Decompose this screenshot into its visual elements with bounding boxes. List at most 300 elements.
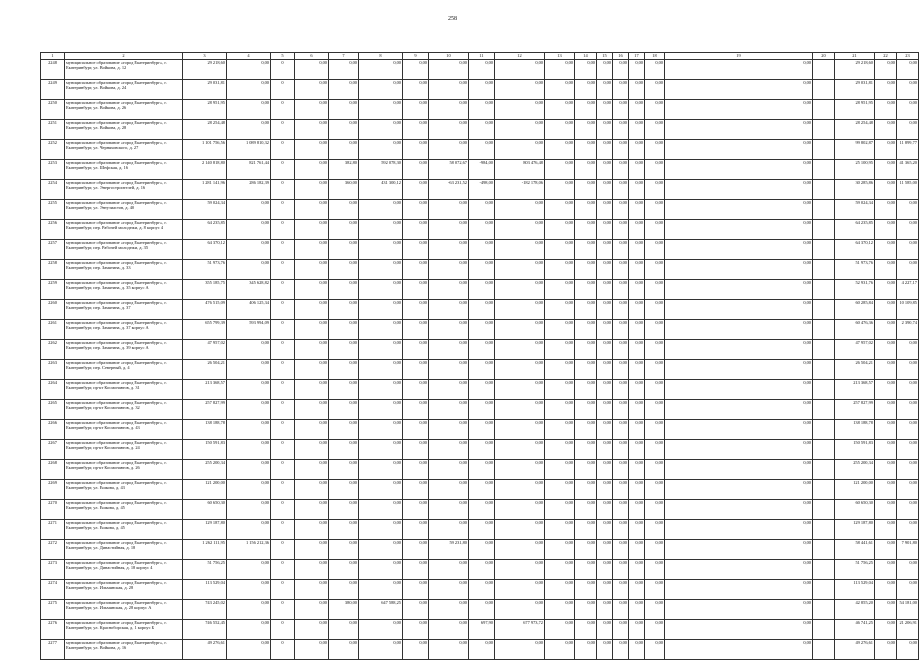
value-cell: 51 756,25 bbox=[183, 560, 227, 580]
value-cell: 150 591,83 bbox=[835, 440, 875, 460]
value-cell: 121 200,00 bbox=[183, 480, 227, 500]
value-cell: 0,00 bbox=[295, 480, 329, 500]
row-number: 2248 bbox=[41, 60, 65, 80]
value-cell: 0,00 bbox=[613, 500, 629, 520]
value-cell: 129 187,80 bbox=[183, 520, 227, 540]
address-cell: муниципальное образование «город Екатеринбург», г. Екатеринбург, ул. Ешкова, д. 45 bbox=[65, 500, 183, 520]
value-cell: 0,00 bbox=[403, 120, 429, 140]
value-cell: 0,00 bbox=[295, 160, 329, 180]
value-cell: 25 100,95 bbox=[835, 160, 875, 180]
value-cell: 0,00 bbox=[629, 400, 645, 420]
value-cell: 0,00 bbox=[645, 160, 665, 180]
value-cell: 0,00 bbox=[469, 640, 495, 660]
value-cell: 0 bbox=[271, 560, 295, 580]
address-cell: муниципальное образование «город Екатеринбург», г. Екатеринбург, пер. Замятина, д. 37 корпус А bbox=[65, 320, 183, 340]
value-cell: 0,00 bbox=[875, 560, 897, 580]
column-number: 8 bbox=[359, 53, 403, 60]
value-cell: 0,00 bbox=[645, 120, 665, 140]
value-cell: 0,00 bbox=[875, 600, 897, 620]
value-cell: 0,00 bbox=[227, 640, 271, 660]
value-cell: 52 931,76 bbox=[835, 280, 875, 300]
value-cell: 0 bbox=[271, 240, 295, 260]
address-cell: муниципальное образование «город Екатеринбург», г. Екатеринбург, ул. Войкова, д. 26 bbox=[65, 100, 183, 120]
table-row bbox=[41, 160, 919, 180]
value-cell: 0,00 bbox=[495, 480, 545, 500]
value-cell: 0,00 bbox=[645, 440, 665, 460]
value-cell: 0,00 bbox=[403, 560, 429, 580]
value-cell: 0,00 bbox=[575, 620, 597, 640]
value-cell: 0,00 bbox=[597, 440, 613, 460]
value-cell: 0,00 bbox=[359, 380, 403, 400]
value-cell: 0,00 bbox=[403, 640, 429, 660]
value-cell: 0,00 bbox=[469, 320, 495, 340]
blank-cell bbox=[813, 560, 835, 580]
value-cell: 0,00 bbox=[227, 560, 271, 580]
value-cell: 0,00 bbox=[629, 560, 645, 580]
value-cell: 0,00 bbox=[629, 280, 645, 300]
value-cell: 0,00 bbox=[359, 640, 403, 660]
value-cell: 0,00 bbox=[613, 120, 629, 140]
blank-cell bbox=[813, 520, 835, 540]
column-number-row bbox=[41, 53, 919, 60]
value-cell: -63 231,52 bbox=[429, 180, 469, 200]
value-cell: 150 591,83 bbox=[183, 440, 227, 460]
value-cell: 0,00 bbox=[575, 260, 597, 280]
value-cell: 0,00 bbox=[875, 260, 897, 280]
value-cell: 0 bbox=[271, 280, 295, 300]
row-number: 2263 bbox=[41, 360, 65, 380]
row-number: 2253 bbox=[41, 160, 65, 180]
value-cell: 0 bbox=[271, 300, 295, 320]
address-cell: муниципальное образование «город Екатеринбург», г. Екатеринбург, пр-кт Космонавтов, д. 32 bbox=[65, 400, 183, 420]
value-cell: 0,00 bbox=[665, 480, 813, 500]
value-cell: 138 188,78 bbox=[835, 420, 875, 440]
value-cell: 42 855,20 bbox=[835, 600, 875, 620]
value-cell: 0,00 bbox=[495, 340, 545, 360]
value-cell: 0,00 bbox=[295, 400, 329, 420]
column-number: 3 bbox=[183, 53, 227, 60]
value-cell: 0,00 bbox=[575, 160, 597, 180]
row-number: 2270 bbox=[41, 500, 65, 520]
value-cell: 4 227,17 bbox=[897, 280, 919, 300]
value-cell: 0,00 bbox=[597, 120, 613, 140]
value-cell: 0,00 bbox=[875, 320, 897, 340]
value-cell: 0,00 bbox=[495, 600, 545, 620]
address-cell: муниципальное образование «город Екатеринбург», г. Екатеринбург, ул. Войкова, д. 12 bbox=[65, 60, 183, 80]
value-cell: 0,00 bbox=[665, 640, 813, 660]
row-number: 2251 bbox=[41, 120, 65, 140]
value-cell: 64 370,12 bbox=[183, 240, 227, 260]
value-cell: 0,00 bbox=[875, 360, 897, 380]
value-cell: 0,00 bbox=[575, 140, 597, 160]
value-cell: 29 218,60 bbox=[183, 60, 227, 80]
table-row bbox=[41, 320, 919, 340]
value-cell: 0,00 bbox=[359, 420, 403, 440]
value-cell: 0,00 bbox=[613, 220, 629, 240]
value-cell: 0,00 bbox=[545, 540, 575, 560]
value-cell: 0,00 bbox=[429, 400, 469, 420]
value-cell: 0,00 bbox=[295, 460, 329, 480]
value-cell: 0,00 bbox=[897, 560, 919, 580]
value-cell: 0,00 bbox=[495, 580, 545, 600]
column-number: 7 bbox=[329, 53, 359, 60]
value-cell: 0,00 bbox=[495, 460, 545, 480]
row-number: 2256 bbox=[41, 220, 65, 240]
value-cell: 49 276,61 bbox=[835, 640, 875, 660]
value-cell: 0,00 bbox=[613, 160, 629, 180]
blank-cell bbox=[813, 600, 835, 620]
value-cell: 0,00 bbox=[613, 80, 629, 100]
blank-cell bbox=[813, 260, 835, 280]
row-number: 2264 bbox=[41, 380, 65, 400]
value-cell: 0,00 bbox=[897, 200, 919, 220]
value-cell: 0,00 bbox=[295, 240, 329, 260]
table-row bbox=[41, 360, 919, 380]
value-cell: 0 bbox=[271, 580, 295, 600]
value-cell: 0,00 bbox=[403, 180, 429, 200]
value-cell: 0,00 bbox=[597, 460, 613, 480]
blank-cell bbox=[813, 220, 835, 240]
value-cell: 0,00 bbox=[429, 620, 469, 640]
value-cell: 0,00 bbox=[897, 100, 919, 120]
address-cell: муниципальное образование «город Екатеринбург», г. Екатеринбург, пр-кт Космонавтов, д. 26 bbox=[65, 460, 183, 480]
value-cell: 0,00 bbox=[597, 340, 613, 360]
address-cell: муниципальное образование «город Екатеринбург», г. Екатеринбург, ул. Энтузиастов, д. 40 bbox=[65, 200, 183, 220]
value-cell: 0,00 bbox=[613, 180, 629, 200]
value-cell: 0,00 bbox=[665, 180, 813, 200]
value-cell: 647 588,25 bbox=[359, 600, 403, 620]
value-cell: 0,00 bbox=[227, 260, 271, 280]
value-cell: 0,00 bbox=[575, 580, 597, 600]
value-cell: 0,00 bbox=[295, 120, 329, 140]
row-number: 2275 bbox=[41, 600, 65, 620]
value-cell: 821 761,44 bbox=[227, 160, 271, 180]
value-cell: 0,00 bbox=[429, 520, 469, 540]
value-cell: 0,00 bbox=[227, 200, 271, 220]
value-cell: 0,00 bbox=[545, 80, 575, 100]
value-cell: 99 802,87 bbox=[835, 140, 875, 160]
value-cell: 0,00 bbox=[329, 240, 359, 260]
value-cell: 0,00 bbox=[495, 640, 545, 660]
row-number: 2259 bbox=[41, 280, 65, 300]
row-number: 2257 bbox=[41, 240, 65, 260]
value-cell: 0,00 bbox=[429, 300, 469, 320]
address-cell: муниципальное образование «город Екатеринбург», г. Екатеринбург, ул. Ильмянская, д. 28 bbox=[65, 580, 183, 600]
value-cell: 11 585,00 bbox=[897, 180, 919, 200]
value-cell: 0,00 bbox=[295, 80, 329, 100]
value-cell: 0,00 bbox=[469, 260, 495, 280]
value-cell: 0,00 bbox=[613, 260, 629, 280]
value-cell: 0,00 bbox=[329, 340, 359, 360]
value-cell: 54 181,00 bbox=[897, 600, 919, 620]
value-cell: 355 185,75 bbox=[183, 280, 227, 300]
value-cell: 59 024,34 bbox=[183, 200, 227, 220]
value-cell: 0,00 bbox=[645, 420, 665, 440]
value-cell: 0,00 bbox=[545, 220, 575, 240]
value-cell: 0,00 bbox=[645, 580, 665, 600]
value-cell: 0,00 bbox=[495, 240, 545, 260]
value-cell: 0,00 bbox=[875, 380, 897, 400]
value-cell: 0,00 bbox=[329, 480, 359, 500]
value-cell: 0,00 bbox=[665, 600, 813, 620]
value-cell: 0,00 bbox=[645, 100, 665, 120]
value-cell: 0,00 bbox=[227, 440, 271, 460]
value-cell: 0 bbox=[271, 140, 295, 160]
value-cell: 0 bbox=[271, 520, 295, 540]
value-cell: 0,00 bbox=[329, 640, 359, 660]
value-cell: 0,00 bbox=[495, 520, 545, 540]
value-cell: 0,00 bbox=[597, 200, 613, 220]
row-number: 2260 bbox=[41, 300, 65, 320]
value-cell: 0 bbox=[271, 480, 295, 500]
value-cell: 0,00 bbox=[545, 60, 575, 80]
value-cell: 0,00 bbox=[469, 440, 495, 460]
value-cell: 0,00 bbox=[403, 100, 429, 120]
blank-cell bbox=[813, 460, 835, 480]
value-cell: 0,00 bbox=[613, 380, 629, 400]
value-cell: 0,00 bbox=[645, 340, 665, 360]
table-row bbox=[41, 80, 919, 100]
value-cell: 60 650,30 bbox=[183, 500, 227, 520]
value-cell: 0,00 bbox=[329, 320, 359, 340]
value-cell: 0,00 bbox=[613, 60, 629, 80]
value-cell: 0,00 bbox=[875, 480, 897, 500]
value-cell: 0,00 bbox=[403, 80, 429, 100]
value-cell: 0,00 bbox=[597, 240, 613, 260]
value-cell: 26 504,21 bbox=[183, 360, 227, 380]
value-cell: 0,00 bbox=[403, 280, 429, 300]
value-cell: 0,00 bbox=[469, 580, 495, 600]
value-cell: 0,00 bbox=[429, 80, 469, 100]
value-cell: 0,00 bbox=[227, 220, 271, 240]
row-number: 2265 bbox=[41, 400, 65, 420]
value-cell: 0 bbox=[271, 460, 295, 480]
value-cell: 0,00 bbox=[613, 620, 629, 640]
value-cell: 0 bbox=[271, 440, 295, 460]
value-cell: 0 bbox=[271, 160, 295, 180]
value-cell: 0,00 bbox=[545, 640, 575, 660]
value-cell: 28 951,95 bbox=[183, 100, 227, 120]
value-cell: 0,00 bbox=[645, 360, 665, 380]
value-cell: 0,00 bbox=[629, 160, 645, 180]
value-cell: 0,00 bbox=[359, 320, 403, 340]
value-cell: 0,00 bbox=[403, 520, 429, 540]
value-cell: 0 bbox=[271, 220, 295, 240]
value-cell: 64 370,12 bbox=[835, 240, 875, 260]
value-cell: 0,00 bbox=[495, 220, 545, 240]
value-cell: 0,00 bbox=[545, 420, 575, 440]
value-cell: 0 bbox=[271, 320, 295, 340]
value-cell: 0,00 bbox=[469, 220, 495, 240]
value-cell: 0 bbox=[271, 120, 295, 140]
value-cell: 0,00 bbox=[227, 460, 271, 480]
value-cell: 113 529,04 bbox=[835, 580, 875, 600]
value-cell: 0,00 bbox=[429, 480, 469, 500]
value-cell: 345 628,82 bbox=[227, 280, 271, 300]
value-cell: 0 bbox=[271, 420, 295, 440]
value-cell: 0,00 bbox=[645, 460, 665, 480]
value-cell: 0,00 bbox=[545, 340, 575, 360]
column-number: 14 bbox=[575, 53, 597, 60]
table-row bbox=[41, 580, 919, 600]
value-cell: 0,00 bbox=[597, 280, 613, 300]
value-cell: 0,00 bbox=[897, 580, 919, 600]
value-cell: 0,00 bbox=[429, 140, 469, 160]
value-cell: 7 901,80 bbox=[897, 540, 919, 560]
value-cell: 0,00 bbox=[597, 180, 613, 200]
column-number: 11 bbox=[469, 53, 495, 60]
table-row bbox=[41, 520, 919, 540]
value-cell: 0,00 bbox=[227, 120, 271, 140]
value-cell: 0,00 bbox=[469, 80, 495, 100]
value-cell: 0,00 bbox=[665, 240, 813, 260]
value-cell: 0,00 bbox=[329, 500, 359, 520]
value-cell: 0,00 bbox=[875, 620, 897, 640]
value-cell: 0,00 bbox=[613, 300, 629, 320]
value-cell: 0,00 bbox=[429, 240, 469, 260]
value-cell: 0,00 bbox=[629, 420, 645, 440]
column-number: 1 bbox=[41, 53, 65, 60]
value-cell: 0,00 bbox=[597, 160, 613, 180]
value-cell: 0,00 bbox=[403, 360, 429, 380]
value-cell: 1 089 810,32 bbox=[227, 140, 271, 160]
value-cell: 0,00 bbox=[469, 560, 495, 580]
value-cell: 0,00 bbox=[403, 300, 429, 320]
value-cell: 0,00 bbox=[329, 520, 359, 540]
value-cell: 0,00 bbox=[545, 160, 575, 180]
blank-cell bbox=[813, 200, 835, 220]
value-cell: 257 827,99 bbox=[183, 400, 227, 420]
value-cell: 0,00 bbox=[629, 500, 645, 520]
table-row bbox=[41, 180, 919, 200]
value-cell: 0,00 bbox=[359, 220, 403, 240]
value-cell: 0 bbox=[271, 500, 295, 520]
value-cell: 0,00 bbox=[613, 360, 629, 380]
value-cell: 0,00 bbox=[629, 200, 645, 220]
row-number: 2266 bbox=[41, 420, 65, 440]
value-cell: 0,00 bbox=[329, 380, 359, 400]
value-cell: 0,00 bbox=[429, 320, 469, 340]
value-cell: 0,00 bbox=[575, 640, 597, 660]
value-cell: 0,00 bbox=[403, 240, 429, 260]
value-cell: 0,00 bbox=[665, 420, 813, 440]
value-cell: 0,00 bbox=[545, 200, 575, 220]
value-cell: 0,00 bbox=[495, 100, 545, 120]
value-cell: 697,90 bbox=[469, 620, 495, 640]
value-cell: 0,00 bbox=[597, 480, 613, 500]
value-cell: 0,00 bbox=[495, 540, 545, 560]
value-cell: 0,00 bbox=[429, 260, 469, 280]
value-cell: 0,00 bbox=[403, 500, 429, 520]
value-cell: 0,00 bbox=[227, 380, 271, 400]
value-cell: 0,00 bbox=[403, 340, 429, 360]
value-cell: 0,00 bbox=[329, 80, 359, 100]
value-cell: 0,00 bbox=[875, 520, 897, 540]
value-cell: 0,00 bbox=[495, 300, 545, 320]
table-row bbox=[41, 340, 919, 360]
value-cell: 0,00 bbox=[613, 480, 629, 500]
value-cell: 0,00 bbox=[575, 320, 597, 340]
value-cell: 0,00 bbox=[359, 340, 403, 360]
value-cell: 0,00 bbox=[597, 420, 613, 440]
value-cell: 406 125,34 bbox=[227, 300, 271, 320]
value-cell: 0 bbox=[271, 60, 295, 80]
value-cell: 0,00 bbox=[359, 260, 403, 280]
value-cell: 0,00 bbox=[359, 560, 403, 580]
value-cell: 0,00 bbox=[545, 140, 575, 160]
value-cell: 0,00 bbox=[403, 440, 429, 460]
value-cell: 0,00 bbox=[295, 300, 329, 320]
value-cell: 51 973,76 bbox=[835, 260, 875, 280]
value-cell: 0,00 bbox=[545, 620, 575, 640]
address-cell: муниципальное образование «город Екатеринбург», г. Екатеринбург, пер. Замятина, д. 37 bbox=[65, 300, 183, 320]
column-number: 9 bbox=[403, 53, 429, 60]
value-cell: 0,00 bbox=[329, 120, 359, 140]
value-cell: 0 bbox=[271, 340, 295, 360]
value-cell: 0 bbox=[271, 360, 295, 380]
value-cell: 0,00 bbox=[575, 60, 597, 80]
value-cell: 0,00 bbox=[403, 580, 429, 600]
value-cell: 0,00 bbox=[227, 340, 271, 360]
value-cell: 0,00 bbox=[575, 340, 597, 360]
value-cell: 0,00 bbox=[597, 620, 613, 640]
row-number: 2255 bbox=[41, 200, 65, 220]
value-cell: 0,00 bbox=[597, 600, 613, 620]
value-cell: 0,00 bbox=[665, 460, 813, 480]
table-row bbox=[41, 220, 919, 240]
value-cell: 0,00 bbox=[613, 580, 629, 600]
value-cell: 0,00 bbox=[665, 160, 813, 180]
value-cell: 0,00 bbox=[875, 400, 897, 420]
value-cell: 0,00 bbox=[429, 380, 469, 400]
blank-cell bbox=[813, 580, 835, 600]
value-cell: 0,00 bbox=[629, 480, 645, 500]
address-cell: муниципальное образование «город Екатеринбург», г. Екатеринбург, ул. Династийная, д. 18 bbox=[65, 540, 183, 560]
value-cell: 0,00 bbox=[597, 400, 613, 420]
column-number: 6 bbox=[295, 53, 329, 60]
address-cell: муниципальное образование «город Екатеринбург», г. Екатеринбург, ул. Энергостроителей, д. 16 bbox=[65, 180, 183, 200]
value-cell: 0,00 bbox=[897, 80, 919, 100]
value-cell: 10 109,85 bbox=[897, 300, 919, 320]
table-row bbox=[41, 240, 919, 260]
value-cell: 0,00 bbox=[403, 320, 429, 340]
value-cell: 0,00 bbox=[545, 120, 575, 140]
page-number: 258 bbox=[448, 16, 457, 22]
value-cell: 0,00 bbox=[875, 340, 897, 360]
blank-cell bbox=[813, 160, 835, 180]
column-number: 17 bbox=[629, 53, 645, 60]
row-number: 2252 bbox=[41, 140, 65, 160]
address-cell: муниципальное образование «город Екатеринбург», г. Екатеринбург, ул. Войкова, д. 16 bbox=[65, 640, 183, 660]
value-cell: 0,00 bbox=[665, 360, 813, 380]
value-cell: 0,00 bbox=[429, 460, 469, 480]
value-cell: 0,00 bbox=[329, 540, 359, 560]
value-cell: 476 515,09 bbox=[183, 300, 227, 320]
value-cell: 0,00 bbox=[227, 420, 271, 440]
blank-cell bbox=[813, 360, 835, 380]
table-row bbox=[41, 460, 919, 480]
value-cell: 0,00 bbox=[645, 240, 665, 260]
value-cell: 0,00 bbox=[545, 260, 575, 280]
address-cell: муниципальное образование «город Екатеринбург», г. Екатеринбург, ул. Красноборская, д. 1 корпус Б bbox=[65, 620, 183, 640]
value-cell: 0,00 bbox=[897, 120, 919, 140]
value-cell: 0,00 bbox=[469, 140, 495, 160]
value-cell: 0,00 bbox=[469, 280, 495, 300]
value-cell: 0,00 bbox=[227, 480, 271, 500]
address-cell: муниципальное образование «город Екатеринбург», г. Екатеринбург, ул. Войкова, д. 24 bbox=[65, 80, 183, 100]
value-cell: 0,00 bbox=[403, 140, 429, 160]
value-cell: 0,00 bbox=[329, 300, 359, 320]
